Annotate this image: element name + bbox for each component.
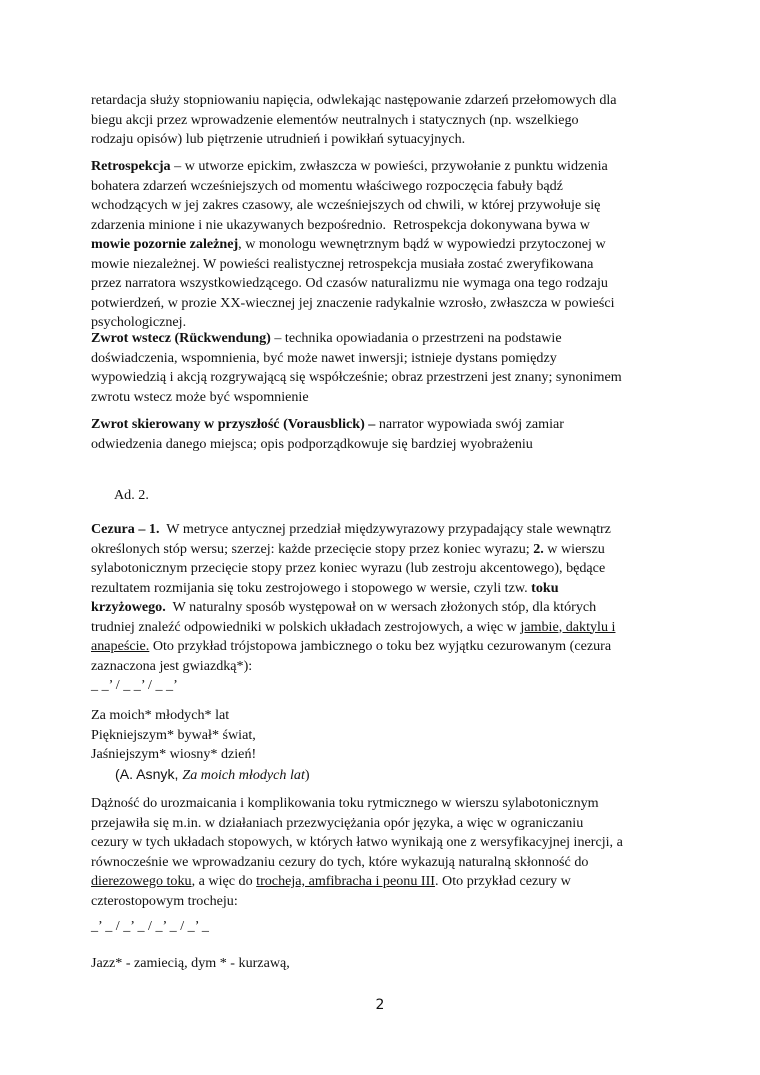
- term-zwrot-w-przyszlosc: Zwrot skierowany w przyszłość (Vorausblick) –: [91, 416, 376, 432]
- link-trochej-amfibrach-peon[interactable]: trocheja, amfibracha i peonu III: [256, 873, 435, 889]
- poem-asnyk: [91, 706, 681, 785]
- paragraph-zwrot-w-przyszlosc: Zwrot skierowany w przyszłość (Vorausblick) – narrator wypowiada swój zamiar odwiedzenia danego miejsca; opis podporządkowuje się bardziej wyobrażeniu: [91, 416, 564, 452]
- paragraph-cezura: Cezura – 1. W metryce antycznej przedział międzywyrazowy przypadający stale wewnątrz określonych stóp wersu; szerzej: każde przecięcie stopy przez koniec wyrazu; 2. w wierszu sylabotonicznym przecięcie stopy przez koniec wyrazu (lub zestroju akcentowego), będące rezultatem rozmijania się toku zestrojowego i stopowego w wersie, czyli tzw. toku krzyżowego. W naturalny sposób występował on w wersach złożonych stóp, dla których trudniej znaleźć odpowiedniki w polskich układach zestrojowych, a więc w jambie, daktylu i anapeście. Oto przykład trójstopowa jambicznego o toku bez wyjątku cezurowanym (cezura zaznaczona jest gwiazdką*):: [91, 521, 616, 674]
- page-number: 2: [375, 997, 385, 1013]
- paragraph-dazenosc: Dążność do urozmaicania i komplikowania toku rytmicznego w wierszu sylabotonicznym przejawiła się m.in. w działaniach przezwyciężania opór języka, a więc w ograniczaniu cezury w tych układach stopowych, w których łatwo wynikają one z wersyfikacyjnej inercji, a równocześnie we wprowadzaniu cezury do tych, które wykazują naturalną skłonność do dierezowego toku, a więc do trocheja, amfibracha i peonu III. Oto przykład cezury w czterostopowym trocheju:: [91, 795, 623, 909]
- poem-attribution: (A. Asnyk, Za moich młodych lat): [115, 765, 310, 783]
- term-tok-krzyzowy: toku: [531, 579, 559, 596]
- metrical-scheme-trochee: _’ _ / _’ _ / _’ _ / _’ _: [91, 918, 209, 934]
- paragraph-zwrot-wstecz: Zwrot wstecz (Rückwendung) – technika opowiadania o przestrzeni na podstawie doświadczenia, wspomnienia, być może nawet inwersji; istnieje dystans pomiędzy wypowiedzią i akcją rozgrywającą się współcześnie; obraz przestrzeni jest znany; synonimem zwrotu wstecz może być wspomnienie: [91, 330, 622, 405]
- paragraph-retrospekcja: Retrospekcja – w utworze epickim, zwłaszcza w powieści, przywołanie z punktu widzenia bohatera zdarzeń wcześniejszych od momentu właściwego rozpoczęcia fabuły bądź wchodzących w jej zakres czasowy, ale wcześniejszych od chwili, w której przywołuje się zdarzenia minione i nie ukazywanych bezpośrednio. Retrospekcja dokonywana bywa w mowie pozornie zależnej, w monologu wewnętrznym bądź w wypowiedzi przytoczonej w mowie niezależnej. W powieści realistycznej retrospekcja musiała zostać zweryfikowana przez narratora wszystkowiedzącego. Od czasów naturalizmu nie wymaga ona tego rodzaju potwierdzeń, w prozie XX-wiecznej jej znaczenie radykalnie wzrosło, zwłaszcza w powieści psychologicznej.: [91, 158, 615, 330]
- term-zwrot-wstecz: Zwrot wstecz (Rückwendung): [91, 330, 271, 346]
- paragraph-retardacja: retardacja służy stopniowaniu napięcia, odwlekając następowanie zdarzeń przełomowych dla biegu akcji przez wprowadzenie elementów neutralnych i statycznych (np. wszelkiego rodzaju opisów) lub piętrzenie utrudnień i powikłań sytuacyjnych.: [91, 92, 617, 147]
- poem-line: Jaśniejszym* wiosny* dzień!: [91, 746, 257, 762]
- link-dierezowy-tok[interactable]: dierezowego toku: [91, 873, 192, 889]
- poem-line: Piękniejszym* bywał* świat,: [91, 726, 256, 743]
- section-heading: Ad. 2.: [114, 487, 149, 503]
- term-retrospekcja: Retrospekcja: [91, 158, 171, 174]
- term-mowa-pozornie-zalezna: mowie pozornie zależnej: [91, 236, 239, 252]
- metrical-scheme-iamb: _ _’ / _ _’ / _ _’: [91, 677, 178, 693]
- term-cezura: Cezura – 1.: [91, 521, 160, 537]
- poem-line-jazz: Jazz* - zamiecią, dym * - kurzawą,: [91, 955, 290, 971]
- link-jamb-daktyl[interactable]: jambie, daktylu i: [520, 618, 616, 635]
- poem-line: Za moich* młodych* lat: [91, 707, 230, 723]
- link-anapest[interactable]: anapeście.: [91, 638, 150, 654]
